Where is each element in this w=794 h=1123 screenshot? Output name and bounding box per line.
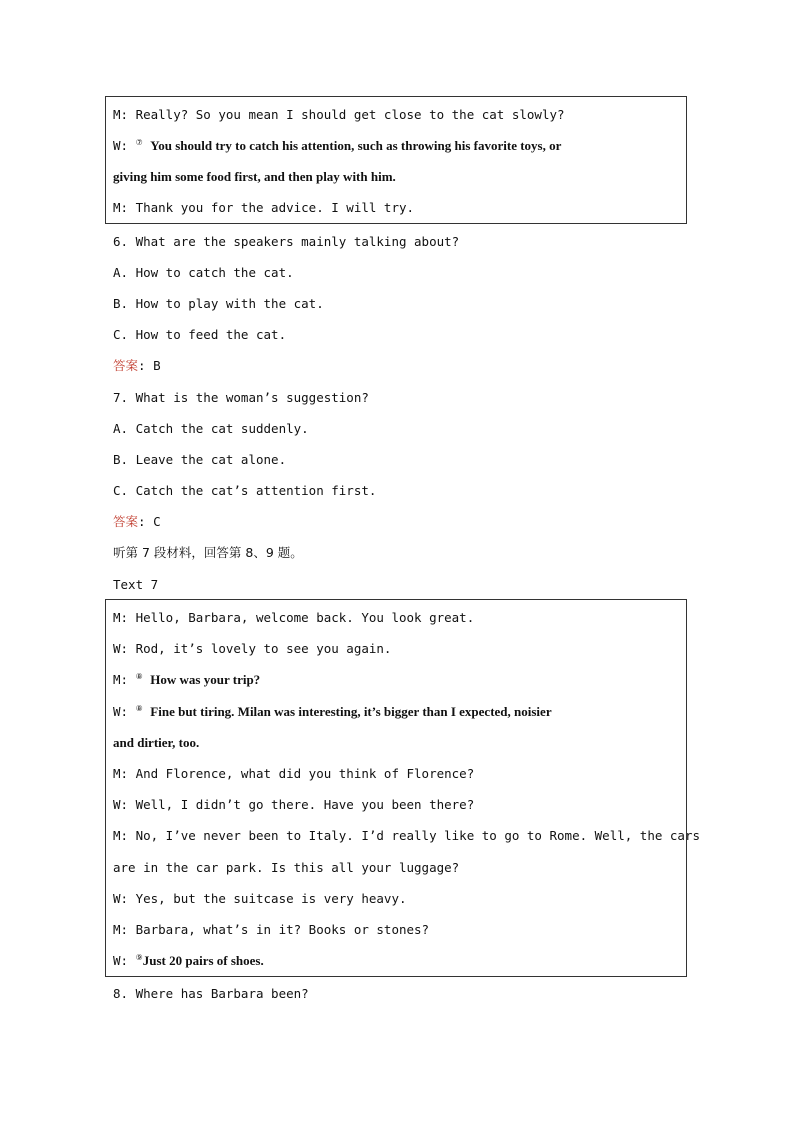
dialogue-line — [113, 953, 264, 969]
answer-value: : C — [138, 514, 161, 529]
dialogue-line: M: No, I’ve never been to Italy. I’d really like to go to Rome. Well, the cars — [113, 828, 700, 843]
dialogue-line: M: And Florence, what did you think of Florence? — [113, 766, 475, 781]
key-sentence: You should try to catch his attention, such as throwing his favorite toys, or — [150, 138, 562, 153]
key-sentence: Fine but tiring. Milan was interesting, it’s bigger than I expected, noisier — [150, 704, 552, 719]
dialogue-line: W: Well, I didn’t go there. Have you been there? — [113, 797, 475, 812]
dialogue-line — [113, 672, 260, 688]
dialogue-line: W: Yes, but the suitcase is very heavy. — [113, 891, 407, 906]
answer-7 — [113, 514, 161, 530]
section-instruction: 听第 7 段材料，回答第 8、9 题。 — [113, 545, 303, 560]
option-c: C. Catch the cat’s attention first. — [113, 483, 377, 498]
option-b: B. How to play with the cat. — [113, 296, 324, 311]
speaker-prefix: M: — [113, 672, 136, 687]
question-8: 8. Where has Barbara been? — [113, 986, 309, 1001]
answer-label: 答案 — [113, 514, 139, 529]
question-7: 7. What is the woman’s suggestion? — [113, 390, 369, 405]
answer-value: : B — [138, 358, 161, 373]
speaker-prefix: W: — [113, 704, 136, 719]
option-a: A. Catch the cat suddenly. — [113, 421, 309, 436]
dialogue-line: are in the car park. Is this all your luggage? — [113, 860, 460, 875]
key-marker: ⑧ — [135, 703, 143, 713]
key-sentence: How was your trip? — [150, 672, 261, 687]
dialogue-line: W: Rod, it’s lovely to see you again. — [113, 641, 392, 656]
dialogue-line — [113, 735, 199, 751]
key-marker: ⑨ — [135, 952, 143, 962]
dialogue-line — [113, 138, 561, 154]
dialogue-line: M: Really? So you mean I should get close to the cat slowly? — [113, 107, 565, 122]
dialogue-line: M: Hello, Barbara, welcome back. You look great. — [113, 610, 475, 625]
key-sentence: giving him some food first, and then play with him. — [113, 169, 396, 184]
option-b: B. Leave the cat alone. — [113, 452, 287, 467]
key-sentence: and dirtier, too. — [113, 735, 200, 750]
option-c: C. How to feed the cat. — [113, 327, 287, 342]
option-a: A. How to catch the cat. — [113, 265, 294, 280]
answer-6 — [113, 358, 161, 374]
answer-label: 答案 — [113, 358, 139, 373]
dialogue-line: M: Barbara, what’s in it? Books or stones? — [113, 922, 430, 937]
section-title: Text 7 — [113, 577, 159, 592]
dialogue-line — [113, 704, 552, 720]
speaker-prefix: W: — [113, 138, 136, 153]
key-sentence: Just 20 pairs of shoes. — [142, 953, 264, 968]
question-6: 6. What are the speakers mainly talking about? — [113, 234, 460, 249]
key-marker: ⑦ — [135, 137, 143, 147]
key-marker: ⑧ — [135, 671, 143, 681]
speaker-prefix: W: — [113, 953, 136, 968]
dialogue-line: M: Thank you for the advice. I will try. — [113, 200, 415, 215]
dialogue-line — [113, 169, 396, 185]
